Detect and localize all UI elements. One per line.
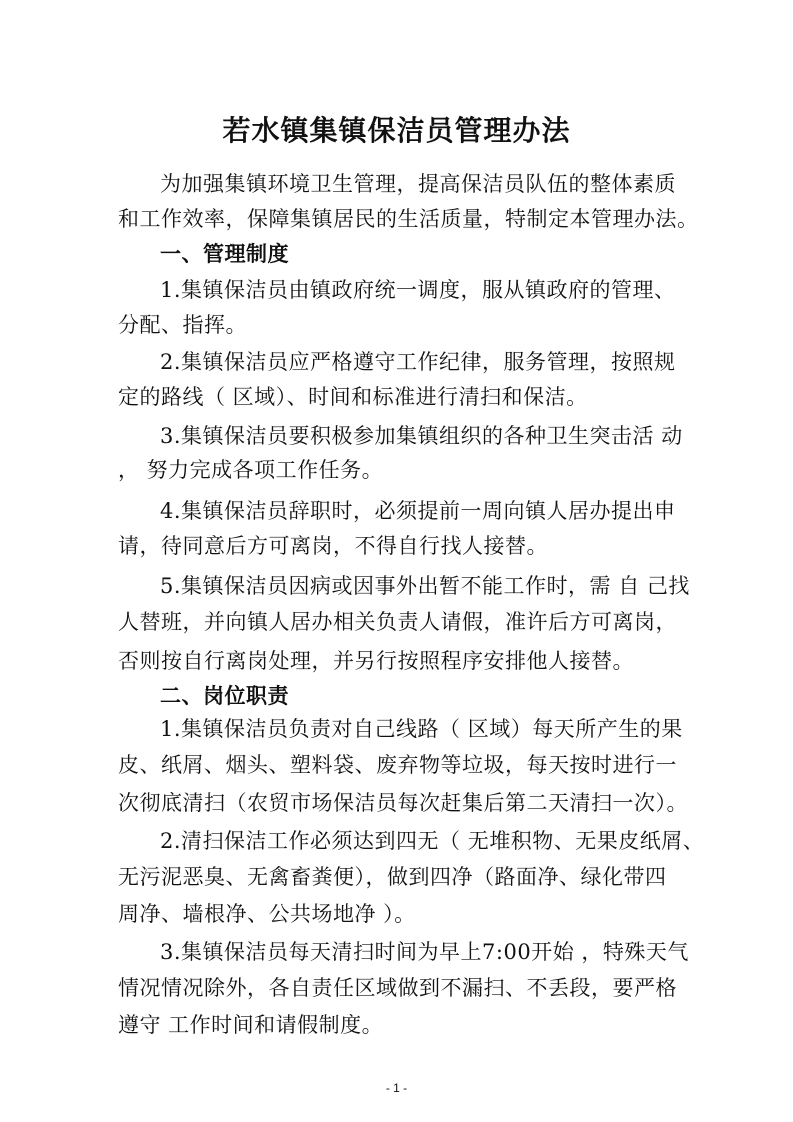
paragraph-line: 人替班，并向镇人居办相关负责人请假，准许后方可离岗，: [118, 610, 677, 634]
paragraph-line: 4.集镇保洁员辞职时，必须提前一周向镇人居办提出申: [160, 499, 676, 523]
paragraph-line: 分配、指挥。: [118, 313, 247, 337]
paragraph-line: 情况情况除外，各自责任区域做到不漏扫、不丢段，要严格: [118, 976, 677, 1000]
document-title: 若水镇集镇保洁员管理办法: [222, 114, 571, 147]
paragraph-line: 遵守 工作时间和请假制度。: [118, 1013, 384, 1037]
paragraph-line: 皮、纸屑、烟头、塑料袋、废弃物等垃圾，每天按时进行一: [118, 753, 677, 777]
page-number: - 1 -: [385, 1081, 408, 1095]
paragraph-line: 周净、墙根净、公共场地净 ）。: [118, 902, 416, 926]
paragraph-line: 2.集镇保洁员应严格遵守工作纪律，服务管理，按照规: [160, 350, 676, 374]
paragraph-line: 3.集镇保洁员每天清扫时间为早上7:00开始 ，特殊天气: [160, 940, 689, 964]
paragraph-line: 请，待同意后方可离岗，不得自行找人接替。: [118, 534, 548, 558]
section-heading: 一、管理制度: [160, 242, 289, 266]
paragraph-line: ， 努力完成各项工作任务。: [118, 458, 384, 482]
paragraph-line: 1.集镇保洁员负责对自己线路（ 区域）每天所产生的果: [160, 717, 683, 741]
paragraph-line: 3.集镇保洁员要积极参加集镇组织的各种卫生突击活 动: [160, 424, 683, 448]
paragraph-line: 5.集镇保洁员因病或因事外出暂不能工作时，需 自 己找: [160, 574, 690, 598]
paragraph-line: 无污泥恶臭、无禽畜粪便），做到四净（路面净、绿化带四: [118, 865, 667, 889]
section-heading: 二、岗位职责: [160, 684, 289, 708]
paragraph-line: 2.清扫保洁工作必须达到四无（ 无堆积物、无果皮纸屑、: [160, 829, 705, 853]
paragraph-line: 和工作效率，保障集镇居民的生活质量，特制定本管理办法。: [118, 207, 699, 231]
paragraph-line: 定的路线（ 区域）、时间和标准进行清扫和保洁。: [118, 385, 588, 409]
paragraph-line: 为加强集镇环境卫生管理，提高保洁员队伍的整体素质: [160, 172, 676, 196]
paragraph-line: 次彻底清扫（农贸市场保洁员每次赶集后第二天清扫一次）。: [118, 791, 688, 815]
paragraph-line: 1.集镇保洁员由镇政府统一调度，服从镇政府的管理、: [160, 278, 676, 302]
paragraph-line: 否则按自行离岗处理，并另行按照程序安排他人接替。: [118, 649, 634, 673]
